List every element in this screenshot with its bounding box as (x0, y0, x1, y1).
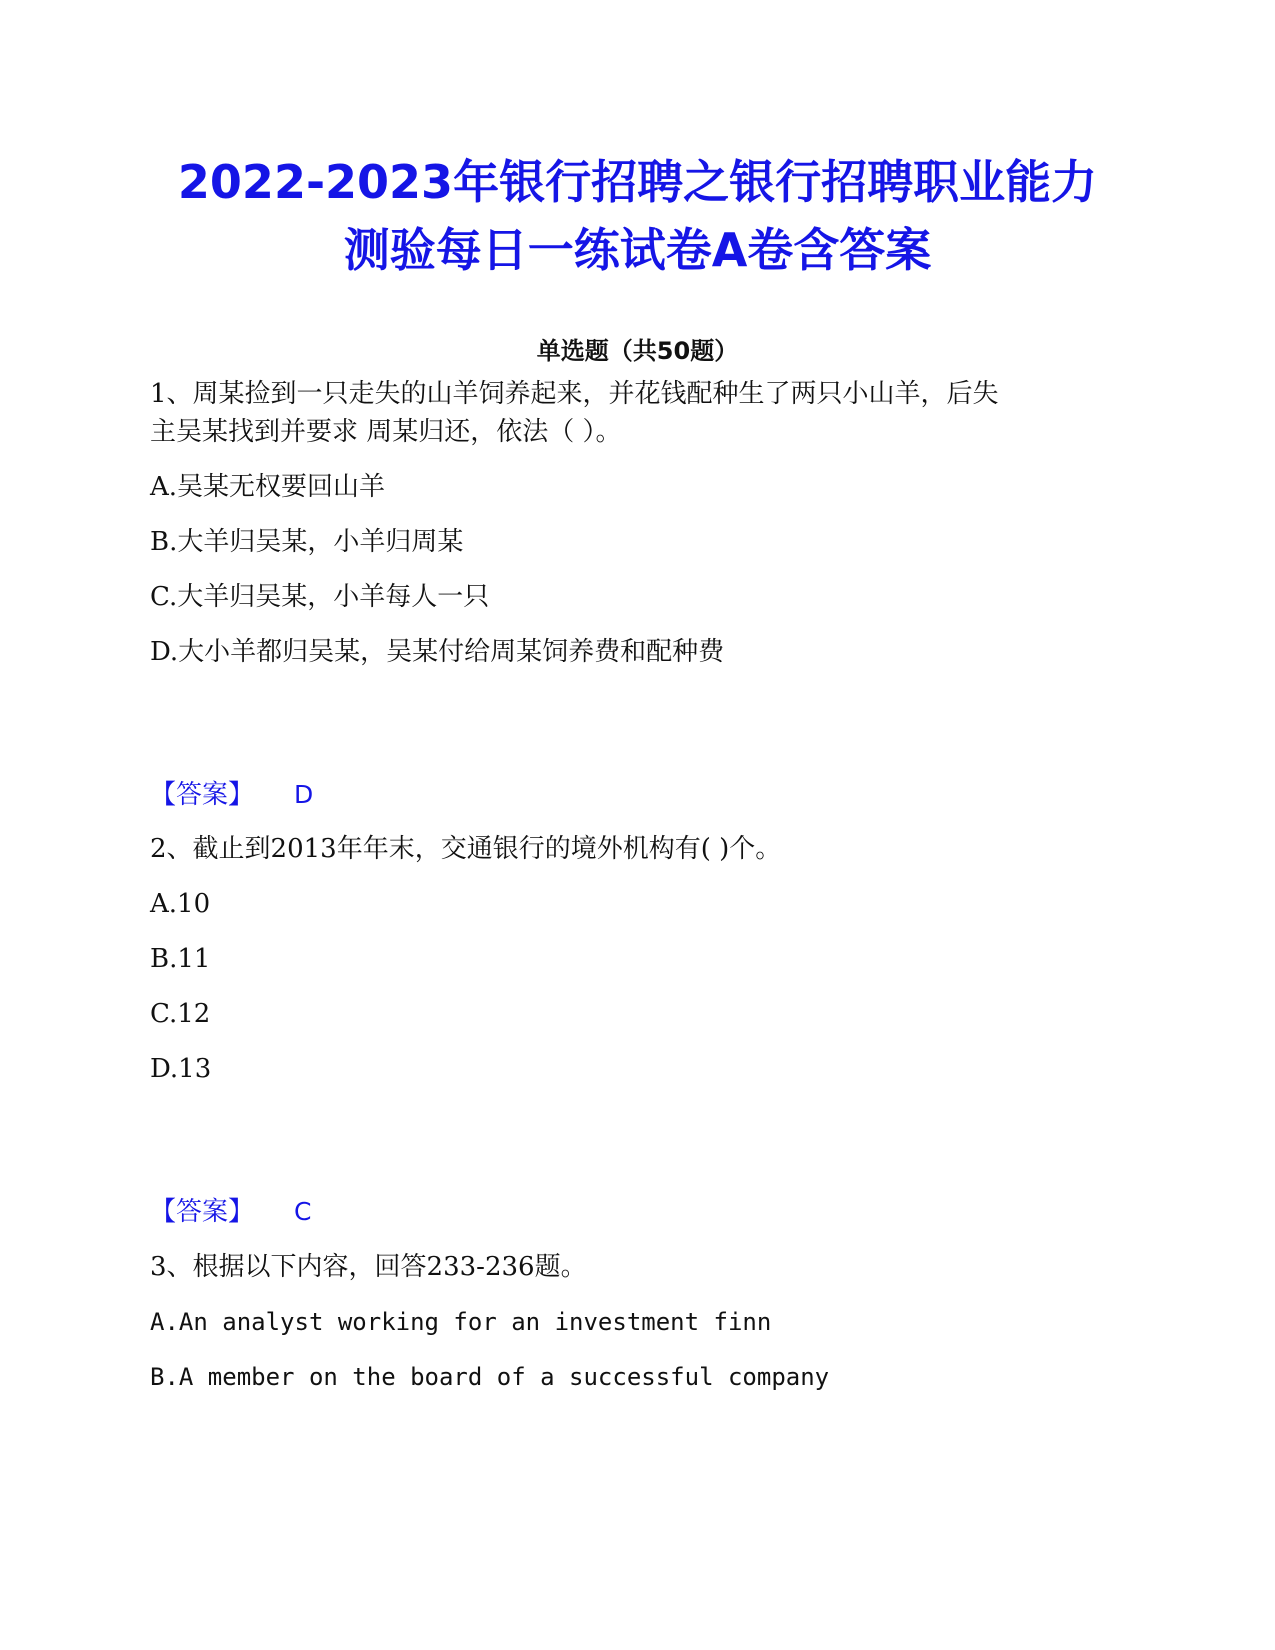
question-2-option-d: D.13 (150, 1054, 212, 1084)
question-2-option-b: B.11 (150, 944, 211, 974)
document-title-line-2: 测验每日一练试卷A卷含答案 (343, 223, 932, 277)
question-3-option-b: B.A member on the board of a successful company (150, 1363, 830, 1391)
question-2-option-a: A.10 (150, 889, 211, 919)
question-2-stem: 2、截止到2013年年末，交通银行的境外机构有( )个。 (150, 834, 782, 864)
question-1-option-c: C.大羊归吴某，小羊每人一只 (150, 582, 490, 612)
answer-value: C (294, 1197, 312, 1226)
answer-label: 【答案】 (150, 1197, 255, 1227)
question-1-answer (150, 777, 313, 813)
section-heading: 单选题（共50题） (536, 337, 739, 365)
answer-value: D (294, 780, 314, 809)
question-3-stem: 3、根据以下内容，回答233-236题。 (150, 1252, 587, 1282)
question-1-option-d: D.大小羊都归吴某，吴某付给周某饲养费和配种费 (150, 637, 725, 667)
answer-label: 【答案】 (150, 780, 255, 810)
question-3-option-a: A.An analyst working for an investment finn (150, 1308, 772, 1336)
question-2-option-c: C.12 (150, 999, 211, 1029)
question-2-answer (150, 1194, 311, 1230)
document-title-line-1: 2022-2023年银行招聘之银行招聘职业能力 (177, 155, 1098, 209)
question-1-option-b: B.大羊归吴某，小羊归周某 (150, 527, 464, 557)
question-1-option-a: A.吴某无权要回山羊 (150, 472, 386, 502)
question-1-stem-line-2: 主吴某找到并要求 周某归还，依法（ ）。 (150, 417, 622, 447)
question-1-stem-line-1: 1、周某捡到一只走失的山羊饲养起来，并花钱配种生了两只小山羊，后失 (150, 379, 999, 409)
